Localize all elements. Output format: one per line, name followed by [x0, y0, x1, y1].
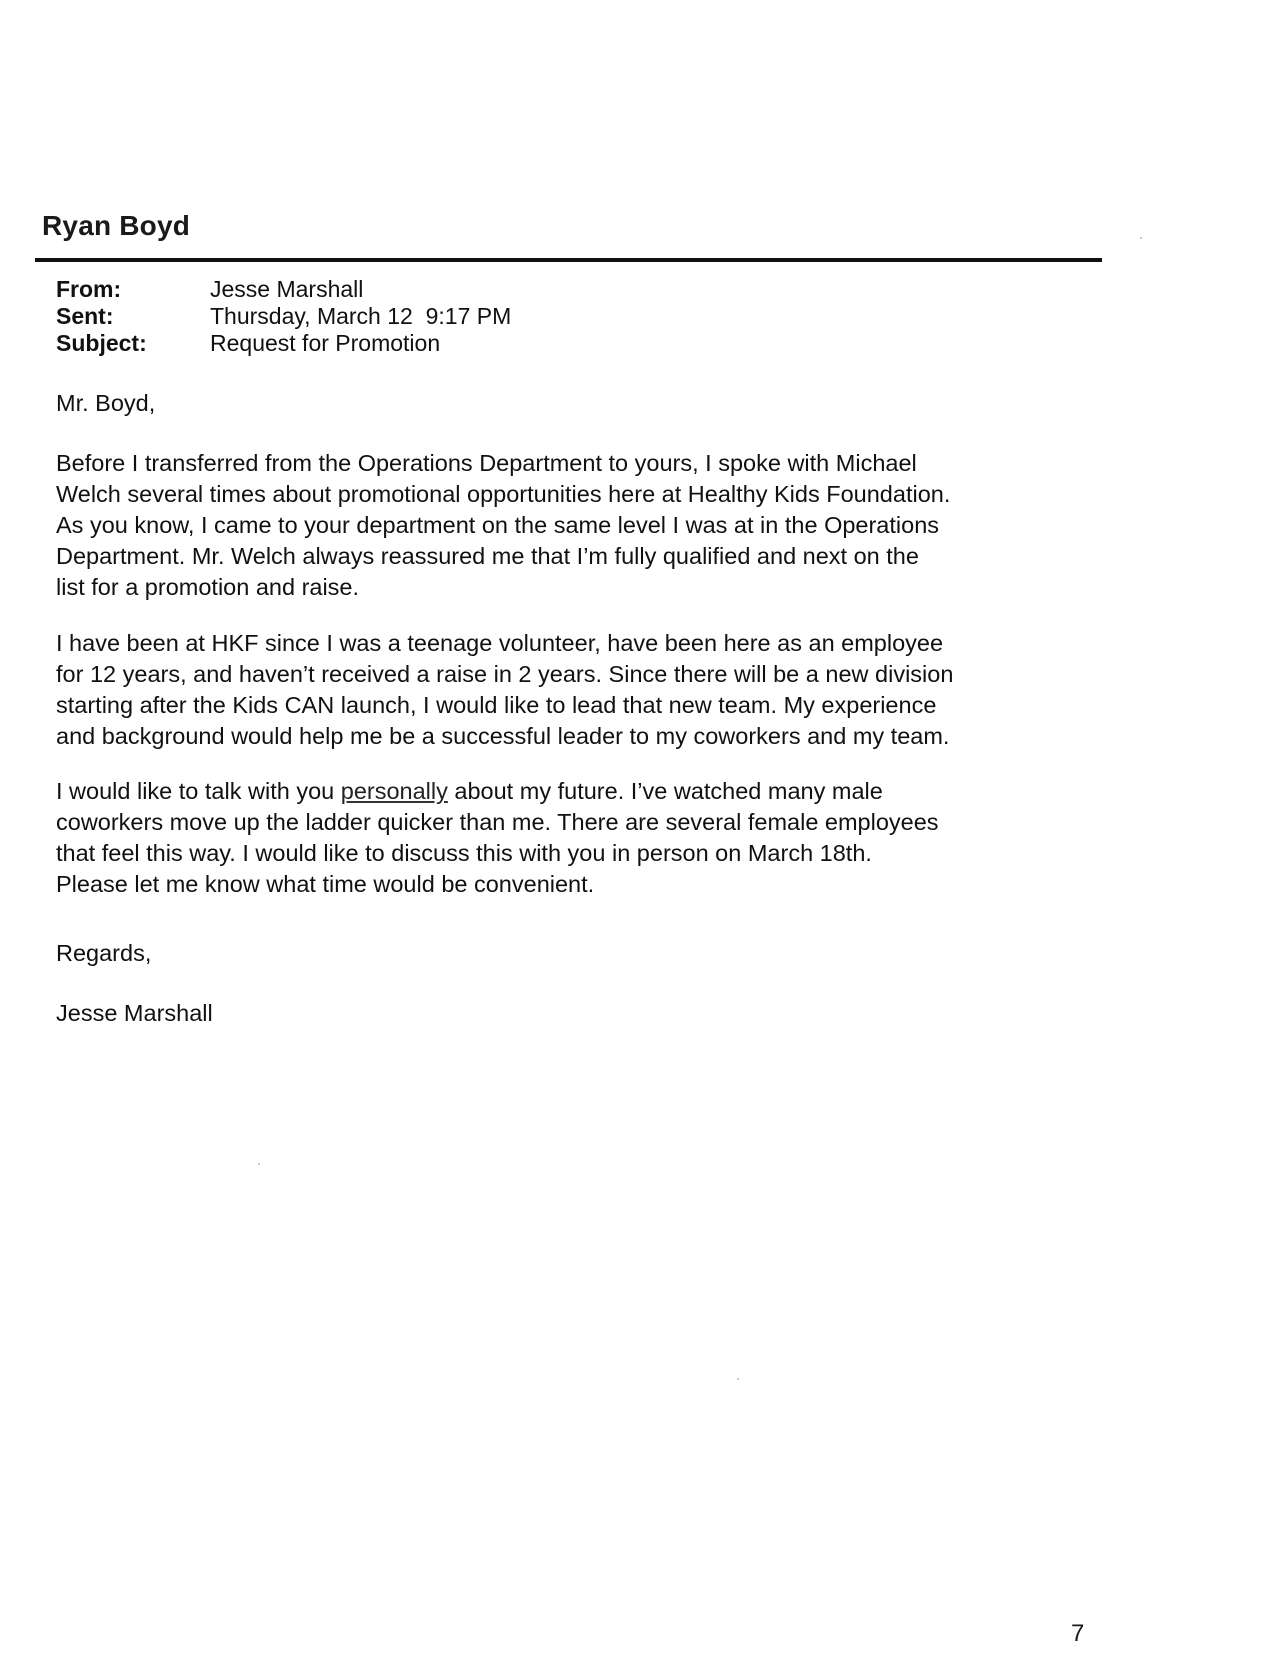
from-value: Jesse Marshall	[210, 276, 364, 302]
paragraph-text: about my future. I’ve watched many male	[447, 778, 883, 804]
scan-speck	[737, 1378, 739, 1380]
paragraph-line: starting after the Kids CAN launch, I would like to lead that new team. My experience	[56, 692, 937, 718]
body-paragraph-1	[56, 448, 950, 603]
paragraph-line: coworkers move up the ladder quicker than me. There are several female employees	[56, 809, 939, 835]
body-paragraph-3	[56, 776, 939, 900]
paragraph-line: As you know, I came to your department on the same level I was at in the Operations	[56, 512, 940, 538]
body-paragraph-2	[56, 628, 953, 752]
closing: Regards,	[56, 940, 152, 966]
paragraph-line: Welch several times about promotional opportunities here at Healthy Kids Foundation.	[56, 481, 951, 507]
personally-link[interactable]: personally	[340, 778, 448, 804]
paragraph-line: I have been at HKF since I was a teenage volunteer, have been here as an employee	[56, 630, 944, 656]
subject-row	[56, 330, 511, 357]
paragraph-line	[56, 776, 939, 807]
sent-label: Sent:	[56, 303, 114, 329]
header-divider	[35, 258, 1102, 262]
paragraph-line: Department. Mr. Welch always reassured me that I’m fully qualified and next on the	[56, 543, 919, 569]
sent-row	[56, 303, 511, 330]
paragraph-text: I would like to talk with you	[56, 778, 341, 804]
subject-value: Request for Promotion	[210, 330, 441, 356]
scan-speck	[1140, 237, 1142, 239]
subject-label: Subject:	[56, 330, 147, 356]
paragraph-line: Before I transferred from the Operations Department to yours, I spoke with Michael	[56, 450, 917, 476]
from-row	[56, 276, 511, 303]
paragraph-line: that feel this way. I would like to discuss this with you in person on March 18th.	[56, 840, 872, 866]
page-number: 7	[1071, 1620, 1085, 1647]
paragraph-line: for 12 years, and haven’t received a raise in 2 years. Since there will be a new division	[56, 661, 954, 687]
paragraph-line: and background would help me be a successful leader to my coworkers and my team.	[56, 723, 950, 749]
email-header	[56, 276, 511, 357]
sent-value: Thursday, March 12 9:17 PM	[210, 303, 512, 329]
paragraph-line: list for a promotion and raise.	[56, 574, 360, 600]
signature: Jesse Marshall	[56, 1000, 213, 1026]
scan-speck	[258, 1163, 260, 1165]
paragraph-line: Please let me know what time would be convenient.	[56, 871, 595, 897]
mailbox-owner-name: Ryan Boyd	[42, 210, 191, 241]
salutation: Mr. Boyd,	[56, 390, 156, 416]
from-label: From:	[56, 276, 122, 302]
